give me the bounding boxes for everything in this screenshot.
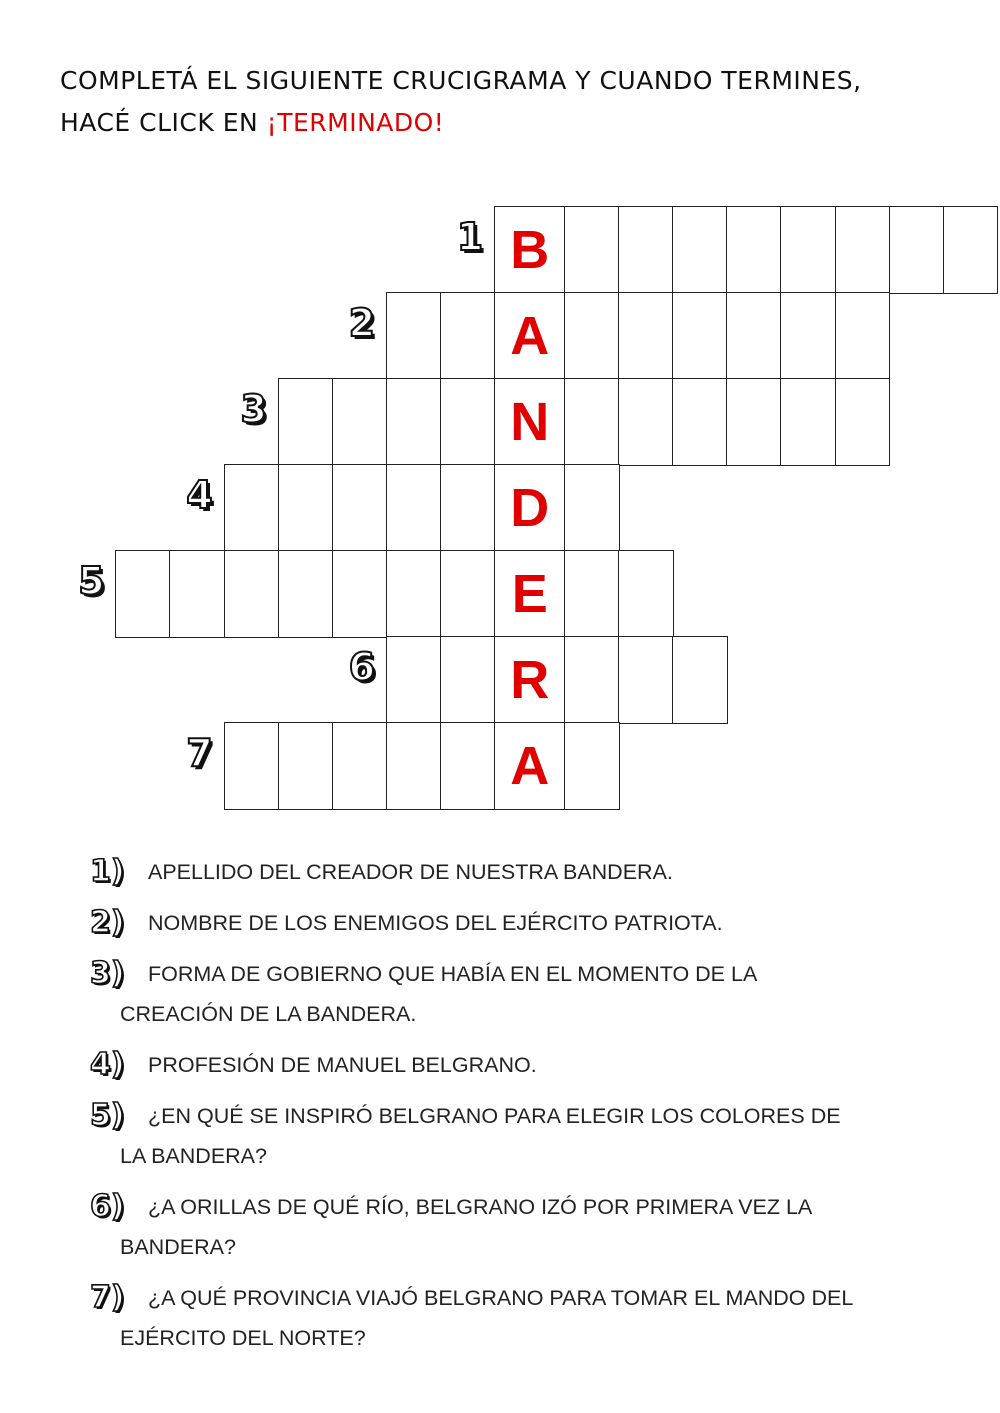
finished-keyword: ¡TERMINADO!: [266, 108, 445, 137]
clue-text: PROFESIÓN DE MANUEL BELGRANO.: [148, 1053, 537, 1077]
crossword-cell[interactable]: [278, 378, 334, 466]
crossword-cell[interactable]: [835, 292, 891, 380]
crossword-cell[interactable]: [564, 464, 620, 552]
crossword-cell[interactable]: [564, 378, 620, 466]
instructions-line-1: COMPLETÁ EL SIGUIENTE CRUCIGRAMA Y CUANDO TERMINES,: [60, 66, 862, 95]
crossword-cell[interactable]: [618, 206, 674, 294]
clue-number-label: 5: [78, 559, 105, 603]
clue-number: 1): [90, 854, 125, 889]
clue-text: APELLIDO DEL CREADOR DE NUESTRA BANDERA.: [148, 860, 673, 884]
keyword-letter-cell: A: [494, 722, 566, 810]
clue-text: ¿EN QUÉ SE INSPIRÓ BELGRANO PARA ELEGIR LOS COLORES DE: [148, 1104, 841, 1128]
crossword-cell[interactable]: [169, 550, 225, 638]
crossword-cell[interactable]: [889, 206, 945, 294]
clue-item-6: [90, 1187, 970, 1267]
clue-text: FORMA DE GOBIERNO QUE HABÍA EN EL MOMENTO DE LA: [148, 962, 758, 986]
clue-number-label: 2: [348, 301, 376, 345]
crossword-cell[interactable]: [332, 550, 388, 638]
crossword-cell[interactable]: [386, 464, 442, 552]
clue-number: 4): [90, 1047, 125, 1082]
crossword-cell[interactable]: [780, 206, 836, 294]
crossword-cell[interactable]: [440, 464, 496, 552]
clue-text-continued: EJÉRCITO DEL NORTE?: [120, 1326, 366, 1350]
crossword-cell[interactable]: [332, 464, 388, 552]
crossword-cell[interactable]: [618, 378, 674, 466]
keyword-letter-cell: E: [494, 550, 566, 638]
clue-item-5: [90, 1096, 970, 1176]
crossword-cell[interactable]: [618, 636, 674, 724]
crossword-cell[interactable]: [386, 292, 442, 380]
crossword-cell[interactable]: [672, 636, 728, 724]
keyword-letter-cell: B: [494, 206, 566, 294]
clue-number-label: 6: [348, 645, 376, 689]
clue-text: NOMBRE DE LOS ENEMIGOS DEL EJÉRCITO PATRIOTA.: [148, 911, 723, 935]
clue-text: ¿A QUÉ PROVINCIA VIAJÓ BELGRANO PARA TOMAR EL MANDO DEL: [148, 1286, 854, 1310]
crossword-cell[interactable]: [386, 636, 442, 724]
clue-item-4: [90, 1045, 970, 1085]
crossword-cell[interactable]: [835, 378, 891, 466]
crossword-cell[interactable]: [726, 378, 782, 466]
keyword-letter-cell: R: [494, 636, 566, 724]
clue-item-1: [90, 852, 970, 892]
clue-item-7: [90, 1278, 970, 1358]
crossword-cell[interactable]: [386, 378, 442, 466]
crossword-cell[interactable]: [440, 378, 496, 466]
crossword-cell[interactable]: [835, 206, 891, 294]
crossword-cell[interactable]: [278, 722, 334, 810]
clue-number: 3): [90, 956, 125, 991]
crossword-cell[interactable]: [672, 206, 728, 294]
crossword-cell[interactable]: [386, 550, 442, 638]
crossword-cell[interactable]: [564, 636, 620, 724]
crossword-cell[interactable]: [332, 378, 388, 466]
clue-item-3: [90, 954, 970, 1034]
clue-item-2: [90, 903, 970, 943]
clue-text: ¿A ORILLAS DE QUÉ RÍO, BELGRANO IZÓ POR PRIMERA VEZ LA: [148, 1195, 813, 1219]
clue-text-continued: BANDERA?: [120, 1235, 236, 1259]
crossword-cell[interactable]: [564, 722, 620, 810]
crossword-cell[interactable]: [672, 378, 728, 466]
clue-number-label: 4: [186, 473, 213, 517]
crossword-cell[interactable]: [332, 722, 388, 810]
keyword-letter-cell: N: [494, 378, 566, 466]
clue-text-continued: LA BANDERA?: [120, 1144, 267, 1168]
crossword-cell[interactable]: [224, 550, 280, 638]
crossword-cell[interactable]: [224, 722, 280, 810]
crossword-cell[interactable]: [224, 464, 280, 552]
crossword-cell[interactable]: [672, 292, 728, 380]
crossword-cell[interactable]: [780, 292, 836, 380]
crossword-cell[interactable]: [115, 550, 171, 638]
crossword-cell[interactable]: [278, 464, 334, 552]
keyword-letter-cell: A: [494, 292, 566, 380]
crossword-cell[interactable]: [440, 636, 496, 724]
crossword-cell[interactable]: [780, 378, 836, 466]
keyword-letter-cell: D: [494, 464, 566, 552]
crossword-cell[interactable]: [564, 550, 620, 638]
crossword-cell[interactable]: [386, 722, 442, 810]
clue-number-label: 7: [186, 731, 213, 775]
clue-number-label: 1: [456, 215, 484, 259]
clue-list: [90, 852, 970, 1369]
crossword-cell[interactable]: [726, 292, 782, 380]
instructions-prefix: HACÉ CLICK EN: [60, 108, 267, 137]
crossword-cell[interactable]: [440, 722, 496, 810]
crossword-cell[interactable]: [564, 292, 620, 380]
crossword-cell[interactable]: [618, 292, 674, 380]
crossword-cell[interactable]: [440, 550, 496, 638]
clue-number-label: 3: [240, 387, 267, 431]
clue-number: 6): [90, 1189, 125, 1224]
crossword-cell[interactable]: [726, 206, 782, 294]
clue-number: 5): [90, 1098, 125, 1133]
crossword-cell[interactable]: [564, 206, 620, 294]
crossword-cell[interactable]: [278, 550, 334, 638]
clue-number: 2): [90, 905, 125, 940]
crossword-cell[interactable]: [943, 206, 999, 294]
crossword-cell[interactable]: [440, 292, 496, 380]
clue-text-continued: CREACIÓN DE LA BANDERA.: [120, 1002, 417, 1026]
crossword-cell[interactable]: [618, 550, 674, 638]
clue-number: 7): [90, 1280, 125, 1315]
